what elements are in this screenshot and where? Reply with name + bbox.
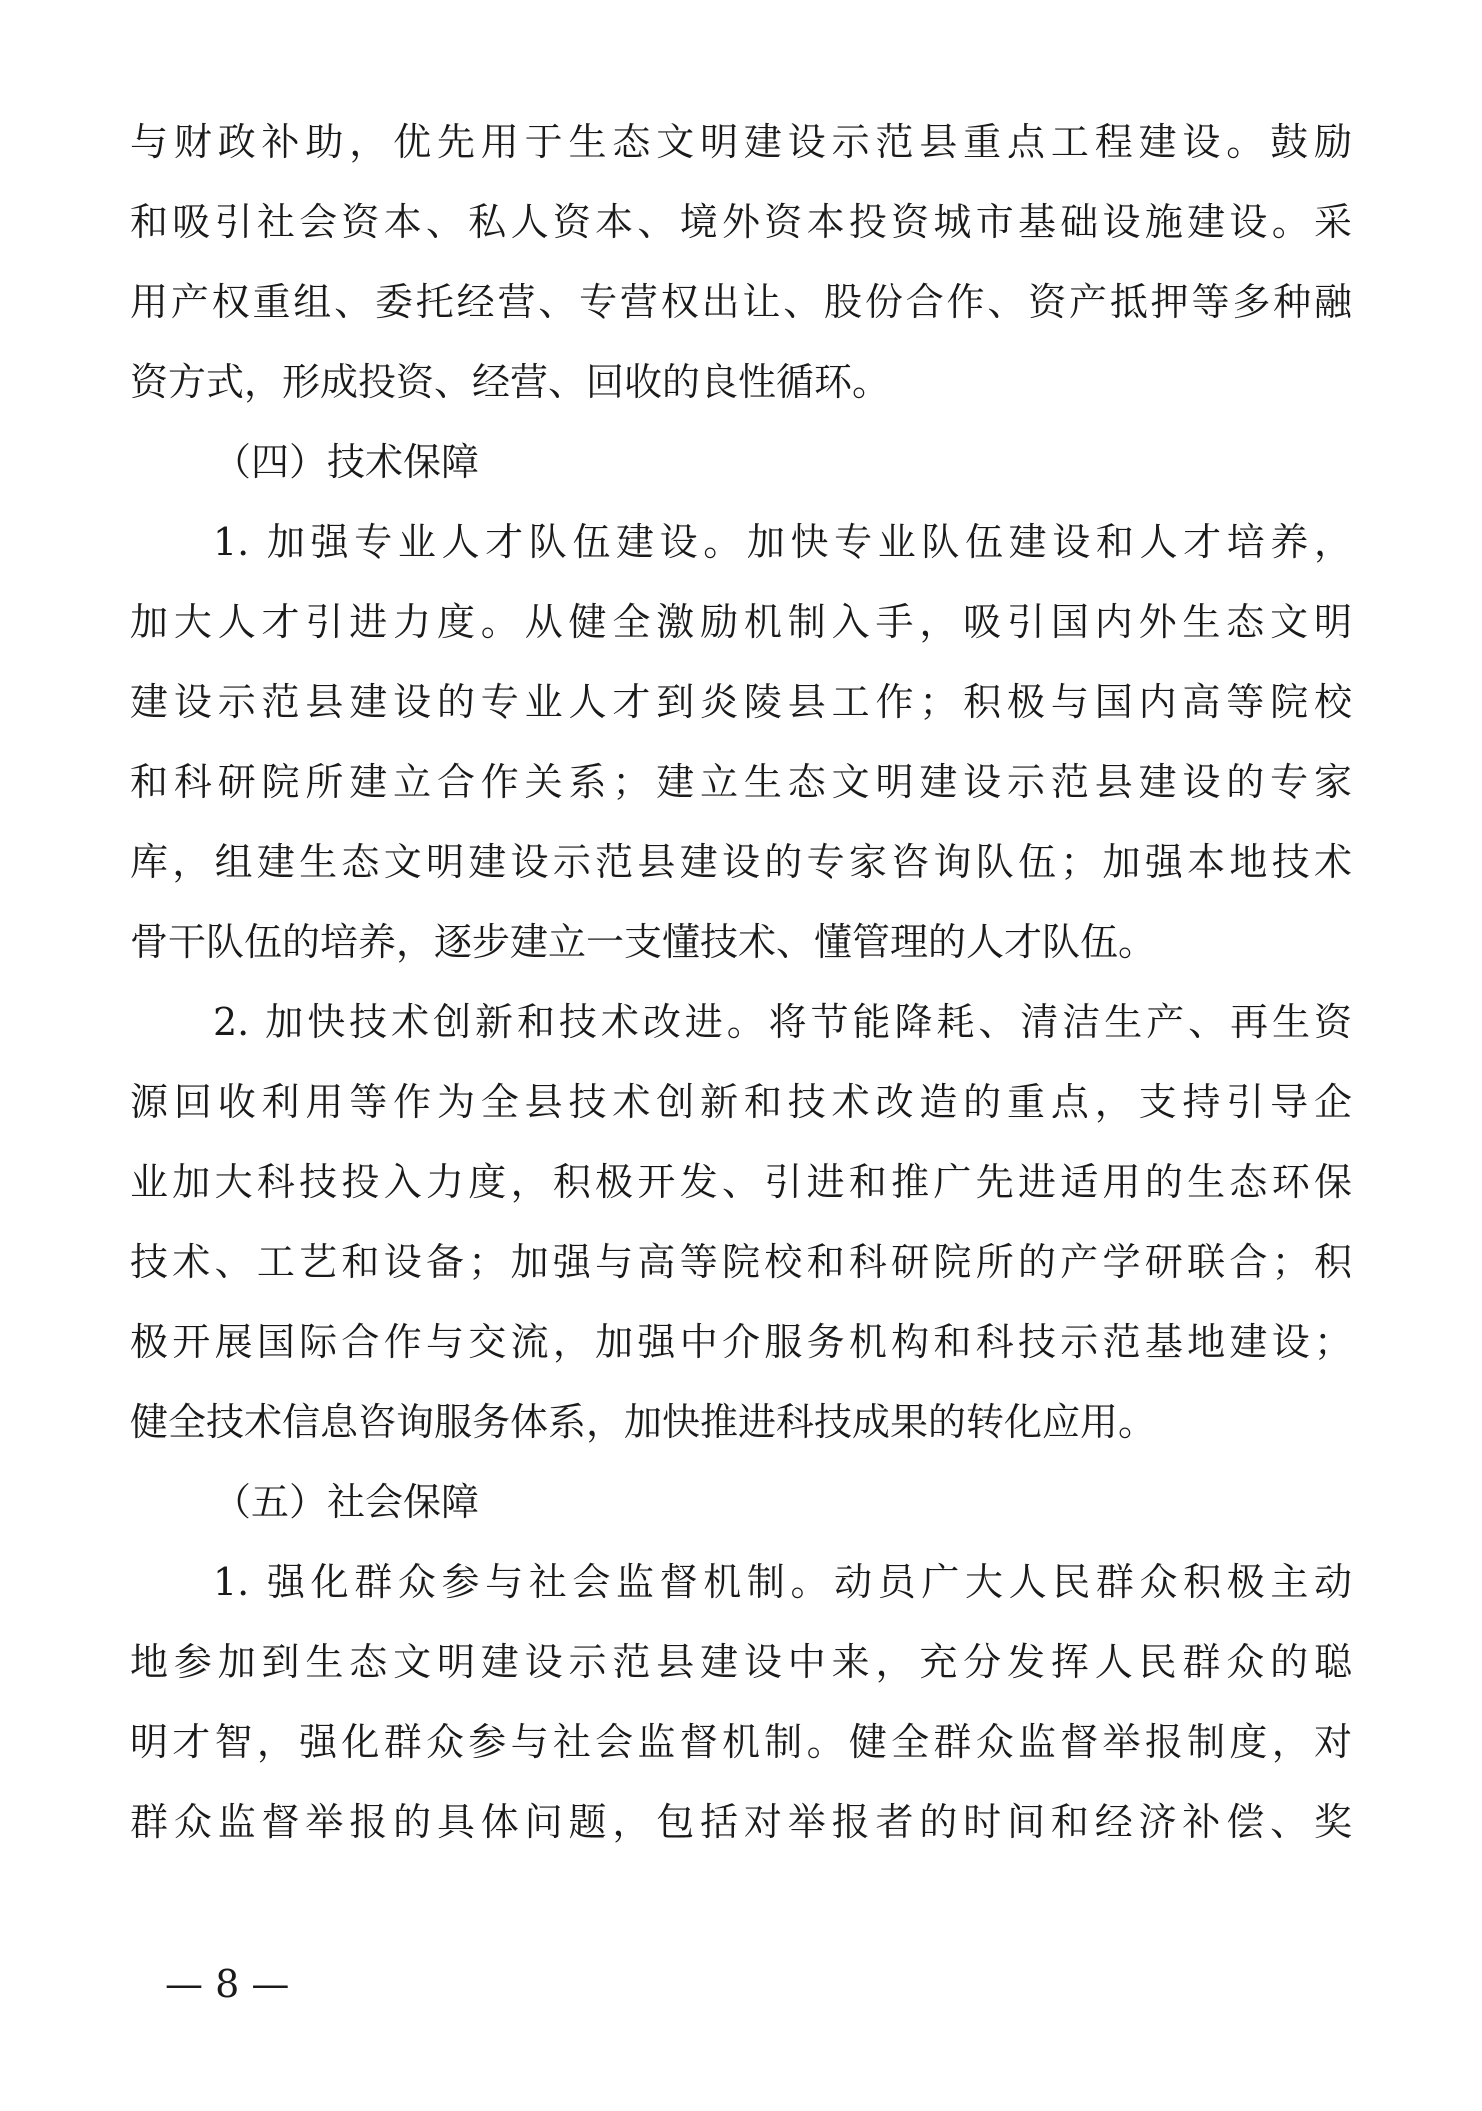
text-line: 2. 加快技术创新和技术改进。将节能降耗、清洁生产、再生资 bbox=[213, 1000, 1352, 1044]
text-line: 地参加到生态文明建设示范县建设中来，充分发挥人民群众的聪 bbox=[130, 1640, 1352, 1684]
text-line: 健全技术信息咨询服务体系，加快推进科技成果的转化应用。 bbox=[130, 1400, 1157, 1444]
page-number: — 8 — bbox=[165, 1962, 290, 2006]
text-line: 1. 加强专业人才队伍建设。加快专业队伍建设和人才培养， bbox=[213, 520, 1352, 564]
section-heading: （四）技术保障 bbox=[213, 440, 480, 484]
text-line: 骨干队伍的培养，逐步建立一支懂技术、懂管理的人才队伍。 bbox=[130, 920, 1157, 964]
text-line: 库，组建生态文明建设示范县建设的专家咨询队伍；加强本地技术 bbox=[130, 840, 1352, 884]
text-line: 群众监督举报的具体问题，包括对举报者的时间和经济补偿、奖 bbox=[130, 1800, 1352, 1844]
text-line: 建设示范县建设的专业人才到炎陵县工作；积极与国内高等院校 bbox=[130, 680, 1352, 724]
text-line: 明才智，强化群众参与社会监督机制。健全群众监督举报制度，对 bbox=[130, 1720, 1352, 1764]
text-line: 和吸引社会资本、私人资本、境外资本投资城市基础设施建设。采 bbox=[130, 200, 1352, 244]
text-line: 业加大科技投入力度，积极开发、引进和推广先进适用的生态环保 bbox=[130, 1160, 1352, 1204]
text-line: 用产权重组、委托经营、专营权出让、股份合作、资产抵押等多种融 bbox=[130, 280, 1352, 324]
text-line: 和科研院所建立合作关系；建立生态文明建设示范县建设的专家 bbox=[130, 760, 1352, 804]
text-line: 加大人才引进力度。从健全激励机制入手，吸引国内外生态文明 bbox=[130, 600, 1352, 644]
text-line: 源回收利用等作为全县技术创新和技术改造的重点，支持引导企 bbox=[130, 1080, 1352, 1124]
text-line: 资方式，形成投资、经营、回收的良性循环。 bbox=[130, 360, 891, 404]
section-heading: （五）社会保障 bbox=[213, 1480, 480, 1524]
text-line: 极开展国际合作与交流，加强中介服务机构和科技示范基地建设； bbox=[130, 1320, 1352, 1364]
text-line: 与财政补助，优先用于生态文明建设示范县重点工程建设。鼓励 bbox=[130, 120, 1352, 164]
text-line: 技术、工艺和设备；加强与高等院校和科研院所的产学研联合；积 bbox=[130, 1240, 1352, 1284]
text-line: 1. 强化群众参与社会监督机制。动员广大人民群众积极主动 bbox=[213, 1560, 1352, 1604]
